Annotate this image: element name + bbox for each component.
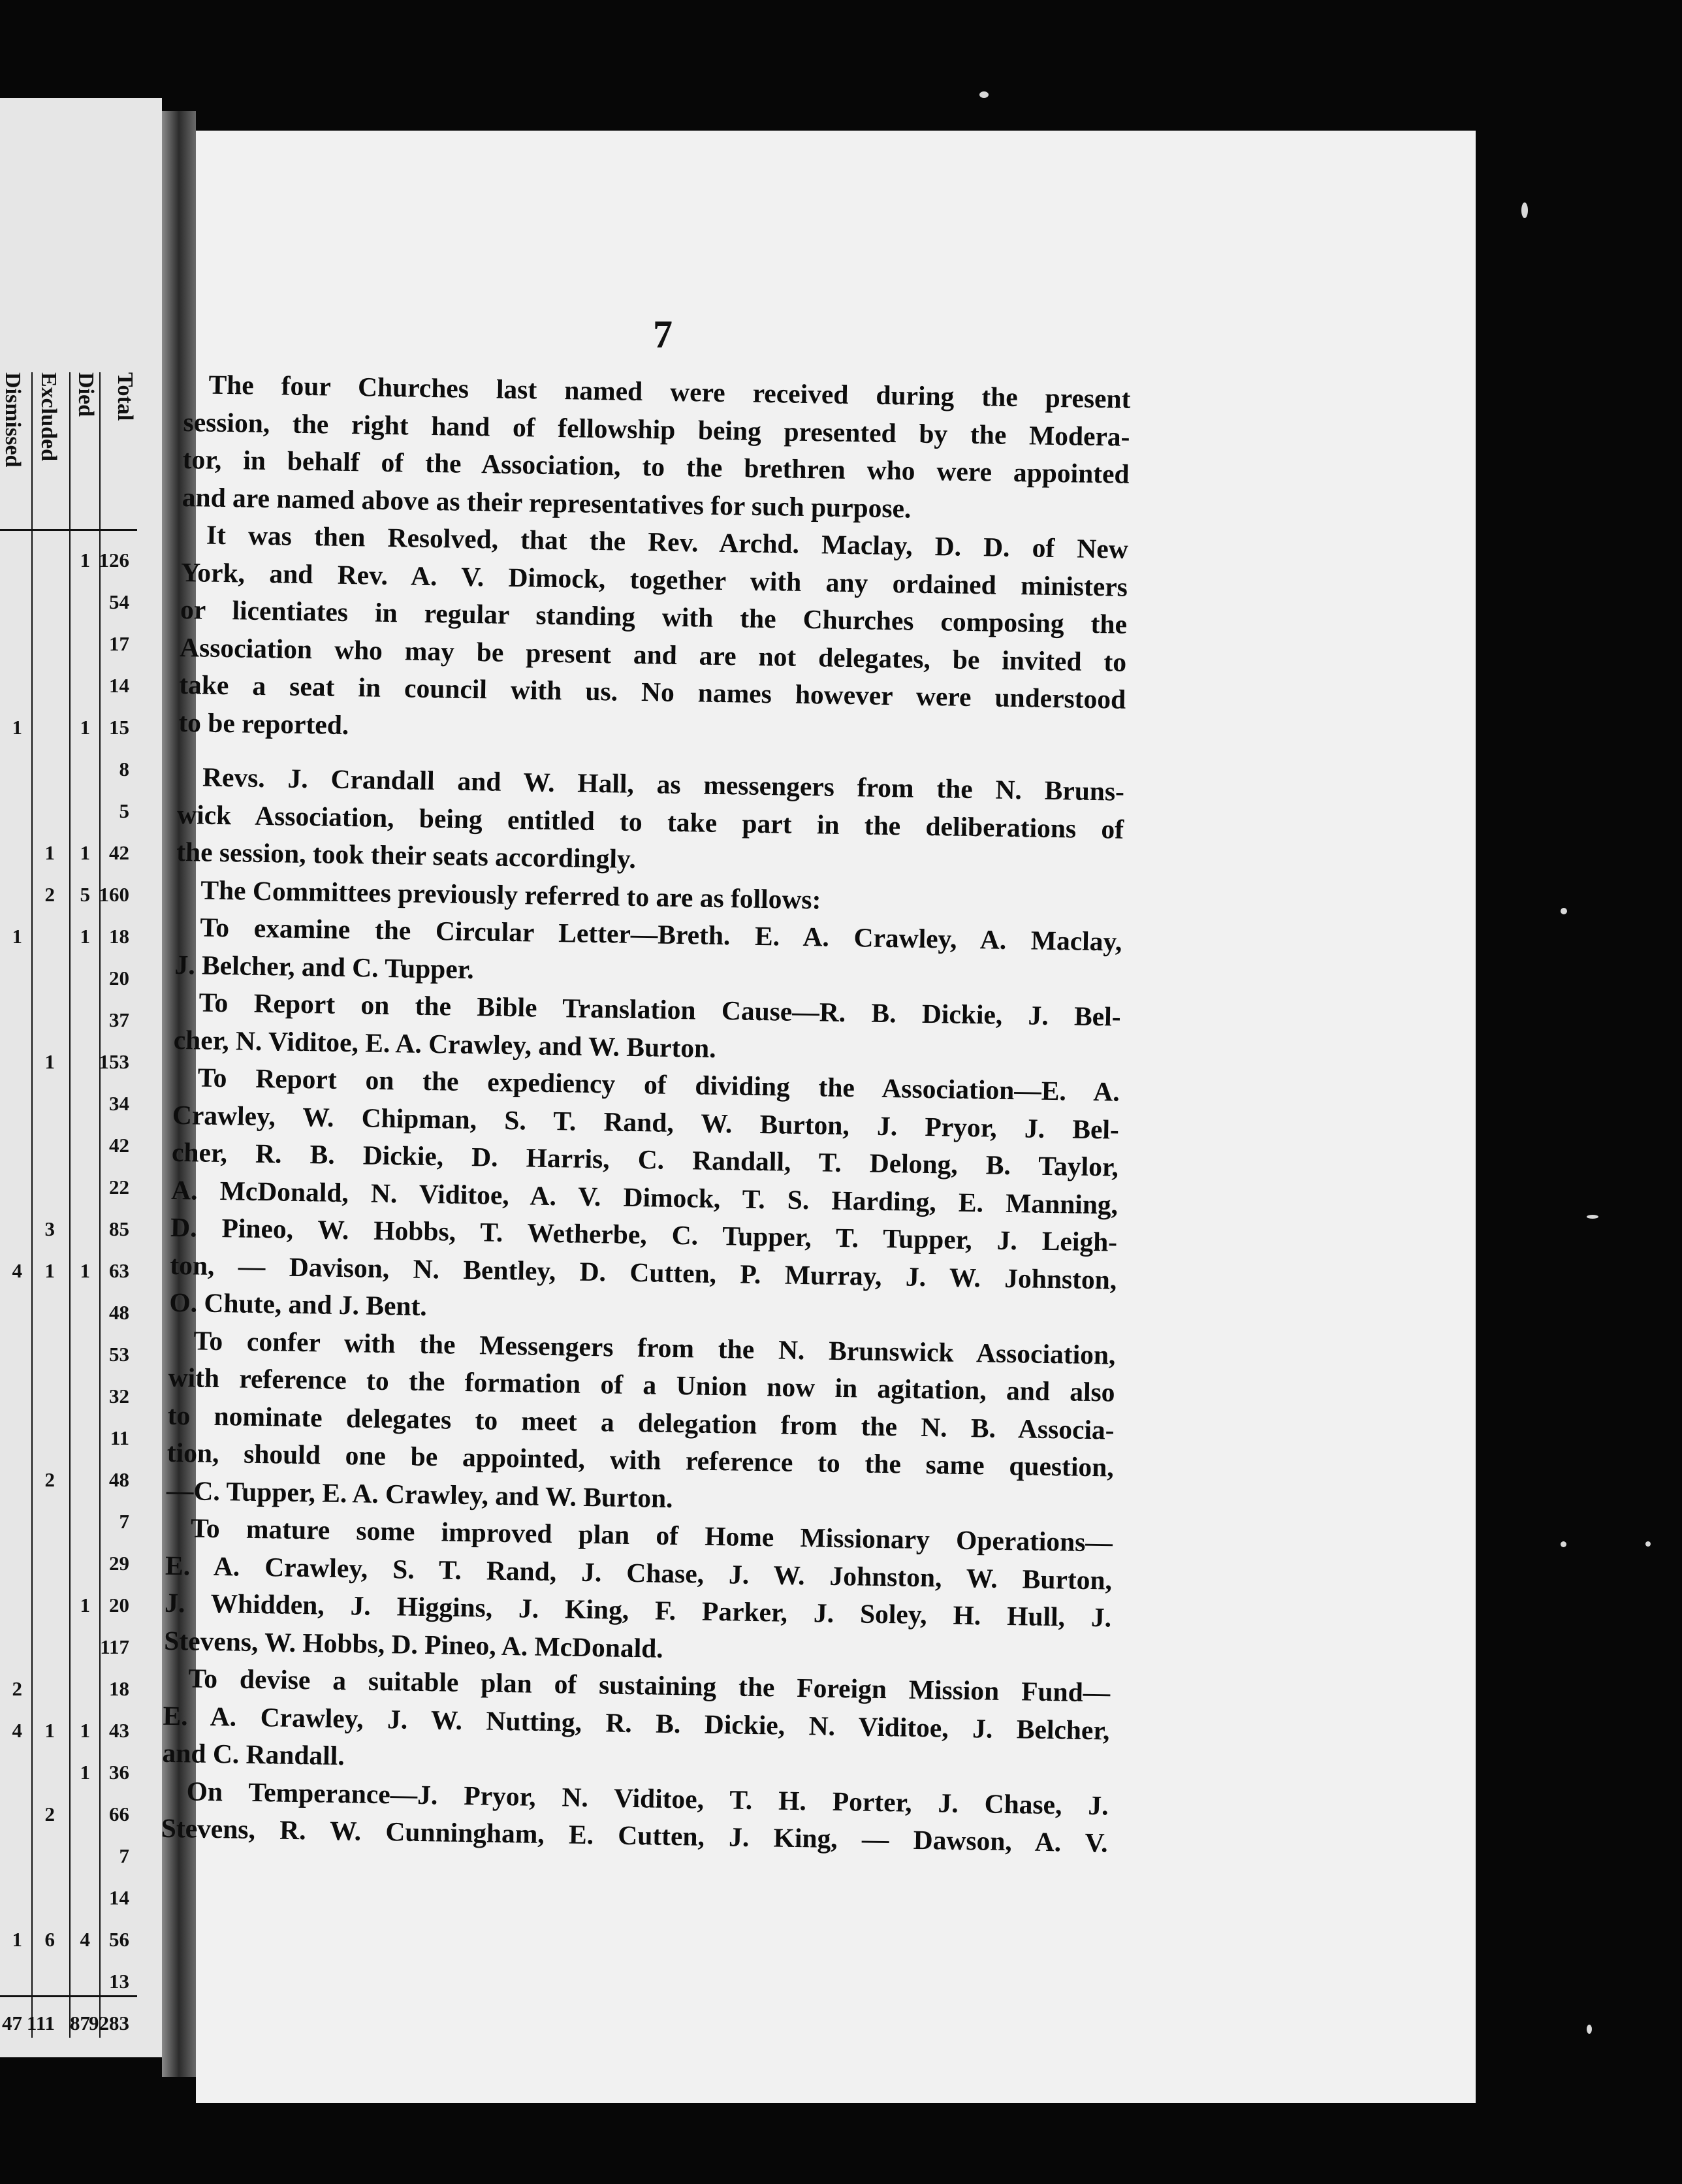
table-cell-total: 11 — [110, 1426, 129, 1449]
table-cell-excluded: 2 — [44, 1468, 55, 1491]
text-line: Revs. J. Crandall and W. Hall, as messengers from the N. Bruns- — [202, 762, 1125, 807]
table-header-rule — [0, 529, 137, 531]
text-line: E. A. Crawley, S. T. Rand, J. Chase, J. W. Johnston, W. Burton, — [165, 1550, 1113, 1596]
table-cell-died: 1 — [80, 549, 90, 571]
table-cell-total: 85 — [109, 1217, 129, 1240]
table-cell-dismissed: 47 — [2, 2012, 22, 2034]
text-line: It was then Resolved, that the Rev. Archd. Maclay, D. D. of New — [206, 519, 1129, 564]
table-cell-total: 29 — [109, 1552, 129, 1575]
col-header-total: Total — [113, 372, 137, 421]
text-line: to nominate delegates to meet a delegation from the N. B. Associa- — [167, 1400, 1115, 1445]
text-line: The Committees previously referred to are as follows: — [200, 875, 821, 914]
table-cell-dismissed: 1 — [12, 716, 22, 739]
text-line: J. Whidden, J. Higgins, J. King, F. Parker, J. Soley, H. Hull, J. — [164, 1587, 1112, 1633]
table-cell-total: 20 — [109, 1594, 129, 1616]
table-cell-died: 1 — [80, 716, 90, 739]
text-line: The four Churches last named were received during the present — [208, 369, 1131, 414]
table-cell-dismissed: 4 — [12, 1719, 22, 1742]
col-header-dismissed: Dismissed — [1, 372, 25, 468]
text-line: A. McDonald, N. Viditoe, A. V. Dimock, T. S. Harding, E. Manning, — [170, 1174, 1119, 1220]
table-cell-total: 7 — [119, 1844, 129, 1867]
text-line: Association who may be present and are not delegates, be invited to — [179, 632, 1127, 677]
dust-speck — [1645, 1541, 1651, 1547]
table-cell-total: 48 — [109, 1301, 129, 1324]
page-number: 7 — [653, 313, 673, 356]
table-cell-total: 37 — [109, 1008, 129, 1031]
table-cell-died: 87 — [70, 2012, 90, 2034]
col-header-excluded: Excluded — [37, 372, 61, 462]
table-cell-died: 5 — [80, 883, 90, 906]
table-cell-total: 42 — [109, 841, 129, 864]
text-line: D. Pineo, W. Hobbs, T. Wetherbe, C. Tupper, T. Tupper, J. Leigh- — [170, 1212, 1118, 1257]
table-cell-total: 117 — [100, 1635, 129, 1658]
table-total-rule — [0, 1995, 137, 1997]
text-line: tor, in behalf of the Association, to the brethren who were appointed — [182, 443, 1130, 489]
table-cell-excluded: 2 — [44, 883, 55, 906]
dust-speck — [979, 91, 989, 98]
table-cell-dismissed: 1 — [12, 1928, 22, 1951]
table-cell-total: 8 — [119, 758, 129, 780]
text-line: To devise a suitable plan of sustaining the Foreign Mission Fund— — [188, 1663, 1111, 1708]
table-cell-excluded: 111 — [26, 2012, 55, 2034]
text-line: —C. Tupper, E. A. Crawley, and W. Burton. — [166, 1475, 673, 1513]
table-cell-total: 13 — [109, 1970, 129, 1993]
text-line: wick Association, being entitled to take part in the deliberations of — [176, 799, 1124, 844]
table-cell-dismissed: 2 — [12, 1677, 22, 1700]
table-cell-excluded: 3 — [44, 1217, 55, 1240]
table-cell-total: 17 — [109, 632, 129, 655]
text-line: On Temperance—J. Pryor, N. Viditoe, T. H. Porter, J. Chase, J. — [186, 1775, 1109, 1821]
table-cell-died: 1 — [80, 1761, 90, 1784]
text-line: To Report on the expediency of dividing the Association—E. A. — [197, 1062, 1120, 1107]
table-cell-excluded: 6 — [44, 1928, 55, 1951]
text-line: the session, took their seats accordingly. — [176, 836, 637, 874]
text-line: J. Belcher, and C. Tupper. — [174, 949, 475, 984]
table-cell-total: 9283 — [89, 2012, 129, 2034]
text-line: To examine the Circular Letter—Breth. E. A. Crawley, A. Maclay, — [200, 912, 1122, 957]
table-cell-died: 1 — [80, 1259, 90, 1282]
table-cell-dismissed: 4 — [12, 1259, 22, 1282]
table-cell-total: 5 — [119, 799, 129, 822]
text-line: ton, — Davison, N. Bentley, D. Cutten, P. Murray, J. W. Johnston, — [170, 1249, 1117, 1295]
table-cell-total: 42 — [109, 1134, 129, 1157]
table-cell-excluded: 1 — [44, 1259, 55, 1282]
text-line: and are named above as their representatives for such purpose. — [182, 481, 912, 524]
table-cell-total: 53 — [109, 1343, 129, 1366]
table-cell-total: 48 — [109, 1468, 129, 1491]
text-line: tion, should one be appointed, with reference to the same question, — [167, 1437, 1115, 1483]
text-line: York, and Rev. A. V. Dimock, together with any ordained ministers — [180, 556, 1128, 602]
table-cell-total: 153 — [99, 1050, 129, 1073]
table-cell-total: 126 — [99, 549, 129, 571]
text-line: Stevens, W. Hobbs, D. Pineo, A. McDonald. — [163, 1625, 664, 1663]
dust-speck — [1587, 1215, 1598, 1219]
table-cell-total: 160 — [99, 883, 129, 906]
dust-speck — [1587, 2025, 1592, 2034]
table-cell-total: 66 — [109, 1803, 129, 1825]
text-line: cher, N. Viditoe, E. A. Crawley, and W. Burton. — [173, 1024, 716, 1063]
col-header-died: Died — [74, 372, 98, 417]
table-cell-total: 18 — [109, 925, 129, 948]
table-cell-died: 1 — [80, 1594, 90, 1616]
table-cell-excluded: 1 — [44, 1050, 55, 1073]
table-cell-died: 1 — [80, 1719, 90, 1742]
text-line: To Report on the Bible Translation Cause—R. B. Dickie, J. Bel- — [198, 987, 1121, 1032]
text-line: Crawley, W. Chipman, S. T. Rand, W. Burton, J. Pryor, J. Bel- — [172, 1099, 1120, 1145]
table-cell-total: 56 — [109, 1928, 129, 1951]
text-line: O. Chute, and J. Bent. — [169, 1287, 428, 1322]
text-line: To mature some improved plan of Home Missionary Operations— — [190, 1513, 1113, 1558]
dust-speck — [1561, 908, 1567, 914]
facing-page-table — [0, 98, 162, 2057]
table-cell-total: 7 — [119, 1510, 129, 1533]
table-cell-excluded: 2 — [44, 1803, 55, 1825]
table-cell-total: 22 — [109, 1176, 129, 1198]
table-cell-total: 36 — [109, 1761, 129, 1784]
table-cell-dismissed: 1 — [12, 925, 22, 948]
table-cell-excluded: 1 — [44, 1719, 55, 1742]
text-line: session, the right hand of fellowship being presented by the Modera- — [183, 406, 1130, 452]
table-column-rule — [69, 372, 71, 2038]
table-cell-total: 20 — [109, 967, 129, 989]
table-cell-total: 63 — [109, 1259, 129, 1282]
table-cell-died: 4 — [80, 1928, 90, 1951]
text-line: Stevens, R. W. Cunningham, E. Cutten, J. King, — Dawson, A. V. — [161, 1812, 1109, 1858]
text-line: and C. Randall. — [162, 1737, 345, 1771]
table-cell-total: 43 — [109, 1719, 129, 1742]
table-cell-total: 14 — [109, 1886, 129, 1909]
text-line: cher, R. B. Dickie, D. Harris, C. Randall, T. Delong, B. Taylor, — [171, 1136, 1119, 1182]
text-line: or licentiates in regular standing with the Churches composing the — [180, 594, 1128, 639]
text-line: with reference to the formation of a Union now in agitation, and also — [168, 1362, 1115, 1407]
text-line: to be reported. — [178, 707, 349, 740]
table-cell-died: 1 — [80, 925, 90, 948]
table-cell-total: 18 — [109, 1677, 129, 1700]
table-cell-total: 15 — [109, 716, 129, 739]
table-cell-excluded: 1 — [44, 841, 55, 864]
dust-speck — [1521, 202, 1528, 218]
table-cell-total: 54 — [109, 590, 129, 613]
text-line: To confer with the Messengers from the N. Brunswick Association, — [193, 1325, 1116, 1370]
table-cell-total: 32 — [109, 1385, 129, 1407]
table-cell-total: 34 — [109, 1092, 129, 1115]
table-column-rule — [99, 372, 101, 2038]
dust-speck — [1561, 1541, 1566, 1547]
table-column-rule — [31, 372, 33, 2038]
body-text — [161, 366, 1130, 1862]
table-cell-total: 14 — [109, 674, 129, 697]
text-line: E. A. Crawley, J. W. Nutting, R. B. Dickie, N. Viditoe, J. Belcher, — [163, 1700, 1110, 1746]
text-line: take a seat in council with us. No names however were understood — [178, 669, 1126, 715]
table-cell-died: 1 — [80, 841, 90, 864]
